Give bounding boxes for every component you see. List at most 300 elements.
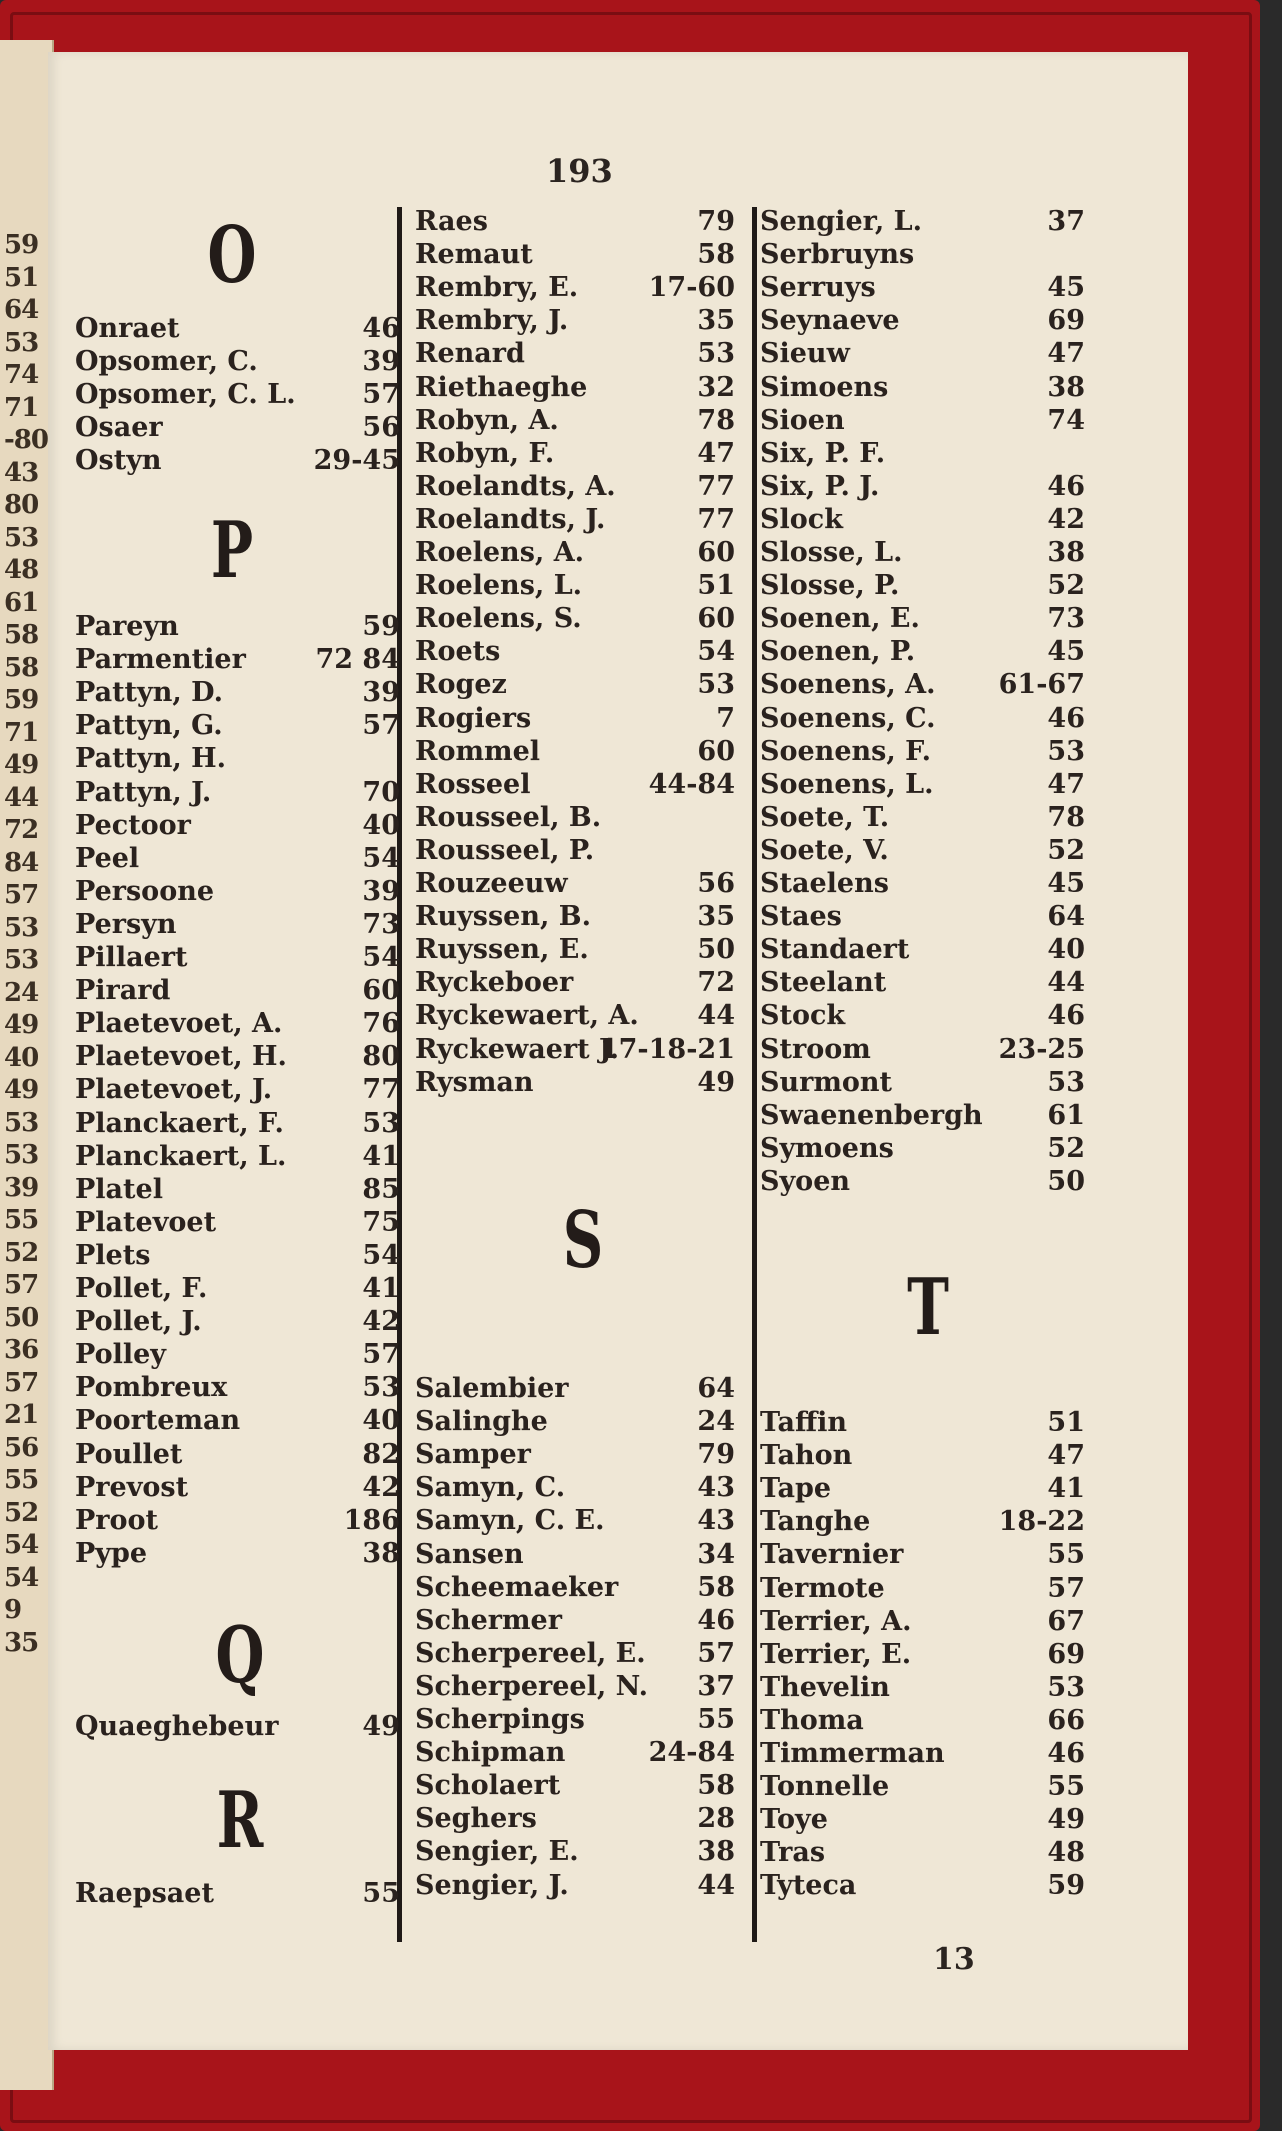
entry-name: Salembier — [415, 1373, 569, 1404]
index-entry — [75, 378, 400, 411]
index-entry — [415, 1405, 735, 1438]
index-entry — [75, 1710, 400, 1743]
entry-page: 39 — [362, 346, 400, 378]
index-entry — [415, 371, 735, 404]
index-entry — [760, 404, 1085, 437]
page-number: 193 — [546, 152, 613, 190]
edge-number: 58 — [4, 652, 39, 683]
signature-mark: 13 — [933, 1942, 975, 1977]
entry-page: 46 — [1047, 1000, 1085, 1032]
index-entry — [760, 966, 1085, 999]
index-entry — [415, 404, 735, 437]
entry-page: 59 — [1047, 1870, 1085, 1902]
edge-number: 55 — [4, 1465, 39, 1495]
index-entry — [75, 908, 400, 941]
entry-page: 23-25 — [998, 1033, 1085, 1065]
index-entry — [760, 635, 1085, 668]
entry-page: 52 — [1047, 1132, 1085, 1164]
entry-name: Robyn, A. — [415, 404, 559, 436]
entry-name: Pype — [75, 1537, 148, 1569]
entry-name: Pattyn, D. — [75, 677, 223, 709]
entry-page: 61-67 — [998, 669, 1085, 701]
index-entry — [415, 536, 735, 569]
entry-name: Ruyssen, B. — [415, 901, 591, 933]
entry-name: Tras — [760, 1837, 826, 1869]
index-entry — [760, 1472, 1085, 1505]
entry-name: Rouzeeuw — [415, 868, 568, 899]
entry-name: Soenens, A. — [760, 669, 936, 701]
entry-name: Simoens — [760, 371, 889, 403]
entry-page: 17-18-21 — [599, 1033, 735, 1065]
entry-page: 53 — [1047, 735, 1085, 767]
index-entry — [415, 569, 735, 602]
entry-page: 48 — [1047, 1837, 1085, 1869]
edge-number: 74 — [4, 360, 39, 390]
entry-page: 40 — [1047, 934, 1085, 966]
edge-number: 52 — [4, 1237, 39, 1268]
entry-name: Samyn, C. — [415, 1472, 566, 1504]
index-entry — [760, 569, 1085, 602]
entry-page: 46 — [1047, 1738, 1085, 1769]
edge-number: 71 — [4, 717, 39, 748]
index-entry — [415, 900, 735, 933]
entry-page: 37 — [1047, 206, 1085, 237]
entry-name: Standaert — [760, 934, 910, 966]
entry-name: Pareyn — [75, 611, 179, 642]
edge-number: 24 — [4, 977, 39, 1008]
entry-name: Pattyn, G. — [75, 710, 223, 742]
index-entry — [760, 834, 1085, 867]
edge-number: 43 — [4, 457, 39, 488]
entry-page: 60 — [362, 975, 400, 1007]
entry-name: Salinghe — [415, 1406, 548, 1438]
entry-name: Roelens, A. — [415, 537, 585, 568]
entry-page: 78 — [1047, 801, 1085, 833]
entry-page: 41 — [362, 1140, 400, 1172]
edge-number: 84 — [4, 847, 39, 878]
edge-number: 80 — [4, 490, 39, 520]
index-entry — [415, 1538, 735, 1571]
entry-name: Poorteman — [75, 1405, 241, 1437]
index-entry — [760, 1132, 1085, 1165]
entry-name: Rogez — [415, 669, 507, 701]
entry-name: Roelandts, J. — [415, 503, 606, 535]
entry-page: 28 — [697, 1803, 735, 1835]
entry-page: 74 — [1047, 404, 1085, 436]
index-entry — [760, 1770, 1085, 1803]
edge-number: 21 — [4, 1400, 39, 1430]
entry-name: Remaut — [415, 239, 533, 271]
entry-name: Slock — [760, 503, 843, 535]
entry-page: 47 — [697, 437, 735, 469]
entry-page: 59 — [362, 611, 400, 642]
entry-name: Poullet — [75, 1438, 183, 1470]
index-entry — [75, 776, 400, 809]
edge-number: 57 — [4, 880, 39, 910]
entry-page: 56 — [697, 868, 735, 899]
entry-name: Osaer — [75, 412, 163, 444]
entry-name: Renard — [415, 338, 525, 370]
entry-page: 55 — [1047, 1539, 1085, 1571]
entry-page: 57 — [362, 379, 400, 411]
entry-name: Symoens — [760, 1132, 894, 1164]
index-entry — [760, 801, 1085, 834]
entry-page: 57 — [362, 710, 400, 742]
index-entry — [415, 1471, 735, 1504]
entry-page: 38 — [697, 1836, 735, 1868]
entry-name: Rosseel — [415, 768, 531, 800]
entry-page: 72 — [697, 967, 735, 999]
index-entry — [415, 801, 735, 834]
entry-page: 79 — [697, 206, 735, 237]
entry-page: 24-84 — [648, 1737, 735, 1769]
index-entry — [760, 1671, 1085, 1704]
index-entry — [75, 676, 400, 709]
entry-page: 73 — [1047, 603, 1085, 635]
edge-number: 53 — [4, 945, 39, 975]
edge-number: 57 — [4, 1270, 39, 1300]
entry-name: Surmont — [760, 1066, 893, 1098]
entry-name: Scheemaeker — [415, 1571, 619, 1603]
index-entry — [75, 1239, 400, 1272]
index-entry — [760, 602, 1085, 635]
index-entry — [415, 1571, 735, 1604]
index-entry — [75, 1040, 400, 1073]
entry-name: Pectoor — [75, 809, 191, 841]
entry-name: Onraet — [75, 313, 180, 344]
index-entry — [760, 1406, 1085, 1439]
section-letter: R — [216, 1775, 264, 1866]
index-entry — [75, 643, 400, 676]
entry-page: 58 — [697, 1571, 735, 1603]
entry-name: Soenen, E. — [760, 603, 920, 635]
entry-page: 45 — [1047, 636, 1085, 668]
entry-page: 53 — [362, 1107, 400, 1139]
entry-name: Persoone — [75, 875, 215, 907]
entry-page: 57 — [1047, 1572, 1085, 1604]
edge-number: 36 — [4, 1335, 39, 1365]
entry-name: Polley — [75, 1339, 166, 1371]
index-entry — [415, 867, 735, 900]
index-entry — [415, 304, 735, 337]
entry-name: Sengier, E. — [415, 1836, 579, 1868]
entry-page: 41 — [1047, 1473, 1085, 1505]
entry-page: 70 — [362, 776, 400, 808]
entry-name: Staes — [760, 901, 842, 933]
entry-page: 53 — [697, 338, 735, 370]
index-entry — [415, 1736, 735, 1769]
index-entry — [415, 933, 735, 966]
index-entry — [760, 768, 1085, 801]
index-entry — [415, 635, 735, 668]
index-entry — [75, 610, 400, 643]
entry-name: Terrier, E. — [760, 1638, 912, 1670]
edge-number: 56 — [4, 1432, 39, 1463]
entry-page: 54 — [362, 842, 400, 874]
index-entry — [75, 1107, 400, 1140]
entry-page: 35 — [697, 901, 735, 933]
entry-page: 38 — [1047, 371, 1085, 403]
index-entry — [760, 999, 1085, 1032]
entry-name: Tavernier — [760, 1539, 904, 1571]
index-entry — [760, 205, 1085, 238]
index-entry — [75, 1371, 400, 1404]
entry-name: Six, P. J. — [760, 470, 880, 502]
entry-page: 35 — [697, 305, 735, 337]
index-entry — [760, 337, 1085, 370]
index-entry — [415, 1504, 735, 1537]
index-entry — [760, 1704, 1085, 1737]
index-entry — [760, 1638, 1085, 1671]
index-entry — [760, 933, 1085, 966]
edge-number: 50 — [4, 1302, 39, 1333]
entry-page: 52 — [1047, 834, 1085, 866]
index-entry — [75, 444, 400, 477]
entry-page: 57 — [362, 1339, 400, 1371]
index-entry — [415, 1769, 735, 1802]
entry-page: 67 — [1047, 1605, 1085, 1637]
index-entry — [75, 941, 400, 974]
index-entry — [415, 1835, 735, 1868]
entry-page: 18-22 — [998, 1506, 1085, 1538]
index-entry — [415, 602, 735, 635]
entry-name: Scherpereel, E. — [415, 1637, 646, 1669]
index-entry — [415, 470, 735, 503]
entry-page: 38 — [1047, 537, 1085, 568]
entry-name: Tape — [760, 1473, 832, 1505]
entry-name: Pollet, F. — [75, 1273, 208, 1304]
entry-page: 42 — [362, 1471, 400, 1503]
index-entry — [760, 1165, 1085, 1198]
entry-name: Pombreux — [75, 1372, 228, 1404]
entry-name: Ryckewaert, A. — [415, 1000, 639, 1032]
entry-page: 46 — [1047, 702, 1085, 734]
entry-name: Persyn — [75, 908, 177, 940]
entry-name: Pirard — [75, 975, 171, 1007]
entry-name: Stock — [760, 1000, 846, 1032]
entry-page: 79 — [697, 1439, 735, 1471]
edge-number: 59 — [4, 685, 39, 715]
entry-name: Platevoet — [75, 1206, 217, 1238]
index-entry — [760, 437, 1085, 470]
entry-page: 24 — [697, 1406, 735, 1438]
index-entry — [760, 1869, 1085, 1902]
index-entry — [415, 768, 735, 801]
entry-page: 29-45 — [313, 445, 400, 477]
entry-name: Pattyn, J. — [75, 776, 212, 808]
entry-page: 41 — [362, 1273, 400, 1304]
index-entry — [415, 238, 735, 271]
edge-number: 54 — [4, 1562, 39, 1593]
entry-page: 38 — [362, 1537, 400, 1569]
entry-page: 58 — [697, 1770, 735, 1802]
entry-page: 17-60 — [648, 272, 735, 304]
entry-name: Parmentier — [75, 644, 246, 676]
index-entry — [760, 304, 1085, 337]
index-entry — [75, 1877, 400, 1910]
index-entry — [415, 702, 735, 735]
entry-page: 66 — [1047, 1704, 1085, 1736]
entry-name: Thoma — [760, 1704, 864, 1736]
entry-name: Ruyssen, E. — [415, 934, 589, 966]
edge-number: 49 — [4, 1075, 39, 1105]
index-entry — [760, 1505, 1085, 1538]
index-entry — [415, 1802, 735, 1835]
entry-name: Soete, T. — [760, 801, 890, 833]
entry-name: Platel — [75, 1173, 163, 1205]
entry-name: Staelens — [760, 868, 889, 899]
index-entry — [75, 1471, 400, 1504]
entry-page: 77 — [697, 503, 735, 535]
entry-name: Scherpereel, N. — [415, 1670, 649, 1702]
entry-page: 46 — [697, 1604, 735, 1636]
edge-number: 59 — [4, 230, 39, 260]
entry-page: 72 84 — [315, 644, 400, 676]
entry-page: 46 — [1047, 470, 1085, 502]
entry-name: Soenen, P. — [760, 636, 916, 668]
entry-page: 78 — [697, 404, 735, 436]
entry-page: 44 — [697, 1000, 735, 1032]
index-entry — [760, 1033, 1085, 1066]
index-entry — [75, 974, 400, 1007]
index-entry — [415, 966, 735, 999]
entry-page: 53 — [362, 1372, 400, 1404]
entry-name: Tonnelle — [760, 1771, 890, 1803]
entry-page: 43 — [697, 1505, 735, 1537]
index-entry — [760, 702, 1085, 735]
entry-name: Taffin — [760, 1407, 848, 1438]
index-entry — [415, 999, 735, 1032]
edge-number: 55 — [4, 1205, 39, 1235]
entry-page: 42 — [1047, 503, 1085, 535]
edge-number: 51 — [4, 262, 39, 293]
entry-name: Tanghe — [760, 1506, 871, 1538]
entry-name: Stroom — [760, 1033, 871, 1065]
index-entry — [75, 312, 400, 345]
entry-name: Pattyn, H. — [75, 743, 227, 775]
index-entry — [415, 1066, 735, 1099]
index-entry — [415, 1438, 735, 1471]
index-entry — [75, 1305, 400, 1338]
index-entry — [415, 1703, 735, 1736]
entry-name: Opsomer, C. L. — [75, 379, 296, 411]
entry-page: 85 — [362, 1173, 400, 1205]
entry-name: Rogiers — [415, 702, 532, 734]
entry-name: Rembry, J. — [415, 305, 569, 337]
index-entry — [760, 1099, 1085, 1132]
entry-page: 47 — [1047, 1440, 1085, 1472]
index-entry — [760, 900, 1085, 933]
index-entry — [75, 875, 400, 908]
entry-page: 39 — [362, 677, 400, 709]
entry-page: 82 — [362, 1438, 400, 1470]
edge-number: 71 — [4, 392, 39, 423]
entry-name: Plaetevoet, A. — [75, 1008, 283, 1040]
entry-page: 64 — [697, 1373, 735, 1404]
entry-page: 39 — [362, 875, 400, 907]
entry-name: Serruys — [760, 272, 876, 304]
entry-name: Seghers — [415, 1803, 537, 1835]
entry-page: 47 — [1047, 338, 1085, 370]
entry-name: Ryckeboer — [415, 967, 574, 999]
edge-number: 64 — [4, 295, 39, 325]
entry-name: Riethaeghe — [415, 371, 588, 403]
entry-page: 54 — [362, 1239, 400, 1271]
entry-name: Planckaert, L. — [75, 1140, 287, 1172]
entry-page: 77 — [697, 470, 735, 502]
entry-name: Six, P. F. — [760, 437, 886, 469]
edge-number: 53 — [4, 522, 39, 553]
entry-page: 56 — [362, 412, 400, 444]
index-entry — [760, 536, 1085, 569]
index-entry — [415, 1670, 735, 1703]
entry-page: 45 — [1047, 868, 1085, 899]
index-entry — [415, 205, 735, 238]
entry-name: Raes — [415, 206, 488, 237]
entry-name: Thevelin — [760, 1671, 890, 1703]
index-entry — [75, 1404, 400, 1437]
entry-page: 49 — [1047, 1804, 1085, 1836]
section-letter: P — [210, 505, 254, 596]
entry-page: 44 — [697, 1869, 735, 1901]
section-letter: O — [207, 210, 257, 301]
entry-page: 64 — [1047, 901, 1085, 933]
entry-page: 40 — [362, 1405, 400, 1437]
edge-number: 49 — [4, 750, 39, 780]
entry-page: 50 — [697, 934, 735, 966]
edge-number: 39 — [4, 1172, 39, 1203]
edge-number: 35 — [4, 1627, 39, 1658]
entry-name: Slosse, L. — [760, 537, 903, 568]
index-entry — [75, 1073, 400, 1106]
index-entry — [760, 1572, 1085, 1605]
entry-page: 37 — [697, 1670, 735, 1702]
index-entry — [760, 1803, 1085, 1836]
entry-name: Roets — [415, 636, 501, 668]
section-letter: T — [907, 1262, 949, 1353]
edge-number: 58 — [4, 620, 39, 650]
edge-number: 53 — [4, 912, 39, 943]
index-entry — [75, 1140, 400, 1173]
edge-number: 53 — [4, 1140, 39, 1170]
entry-name: Proot — [75, 1504, 159, 1536]
index-entry — [760, 1439, 1085, 1472]
entry-page: 53 — [697, 669, 735, 701]
entry-page: 76 — [362, 1008, 400, 1040]
entry-name: Raepsaet — [75, 1878, 214, 1909]
entry-page: 80 — [362, 1041, 400, 1073]
edge-number: 9 — [4, 1595, 22, 1625]
entry-name: Pollet, J. — [75, 1306, 202, 1338]
entry-name: Prevost — [75, 1471, 189, 1503]
index-entry — [415, 1869, 735, 1902]
entry-name: Seynaeve — [760, 305, 900, 337]
entry-name: Serbruyns — [760, 239, 915, 271]
entry-page: 60 — [697, 537, 735, 568]
index-entry — [415, 1637, 735, 1670]
entry-page: 75 — [362, 1206, 400, 1238]
entry-name: Timmerman — [760, 1738, 945, 1769]
index-entry — [75, 1272, 400, 1305]
index-entry — [760, 735, 1085, 768]
edge-number: 40 — [4, 1042, 39, 1073]
entry-page: 45 — [1047, 272, 1085, 304]
entry-page: 53 — [1047, 1671, 1085, 1703]
index-entry — [415, 668, 735, 701]
entry-name: Schipman — [415, 1737, 566, 1769]
index-entry — [75, 1537, 400, 1570]
index-entry — [415, 834, 735, 867]
